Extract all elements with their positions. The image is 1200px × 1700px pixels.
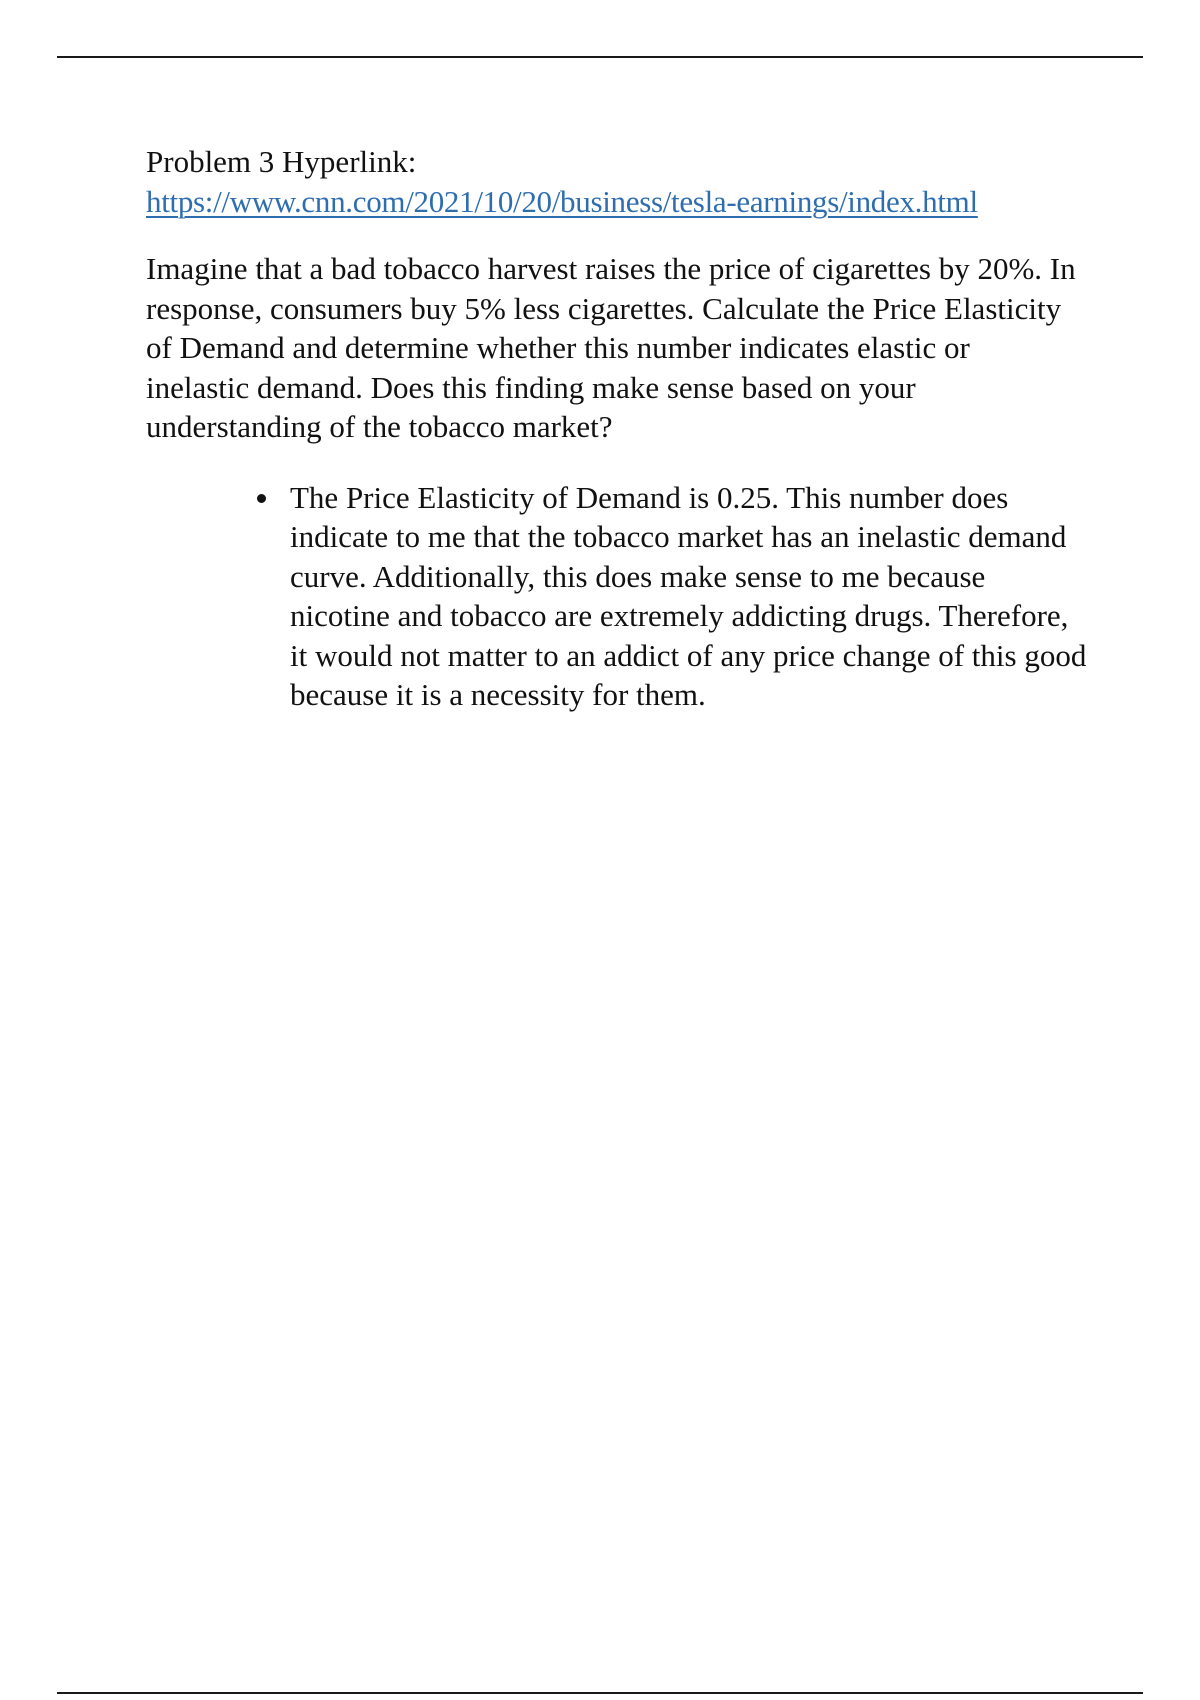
problem-heading: Problem 3 Hyperlink: xyxy=(146,144,417,179)
page-content xyxy=(146,142,1106,715)
answer-text: The Price Elasticity of Demand is 0.25. This number does indicate to me that the tobacco market has an inelastic demand curve. Additionally, this does make sense to me because nicotine and tobacco are extremely addicting drugs. Therefore, it would not matter to an addict of any price change of this good because it is a necessity for them. xyxy=(290,479,1087,712)
bullet-icon xyxy=(257,494,266,503)
question-paragraph: Imagine that a bad tobacco harvest raises the price of cigarettes by 20%. In response, consumers buy 5% less cigarettes. Calculate the Price Elasticity of Demand and determine whether this number indicates elastic or inelastic demand. Does this finding make sense based on your understanding of the tobacco market? xyxy=(146,251,1076,444)
problem-heading-block xyxy=(146,142,1106,222)
answer-list-item xyxy=(290,478,1090,715)
answer-list xyxy=(146,478,1106,715)
article-hyperlink[interactable]: https://www.cnn.com/2021/10/20/business/tesla-earnings/index.html xyxy=(146,184,978,219)
header-rule xyxy=(57,56,1143,58)
footer-rule xyxy=(57,1692,1143,1694)
